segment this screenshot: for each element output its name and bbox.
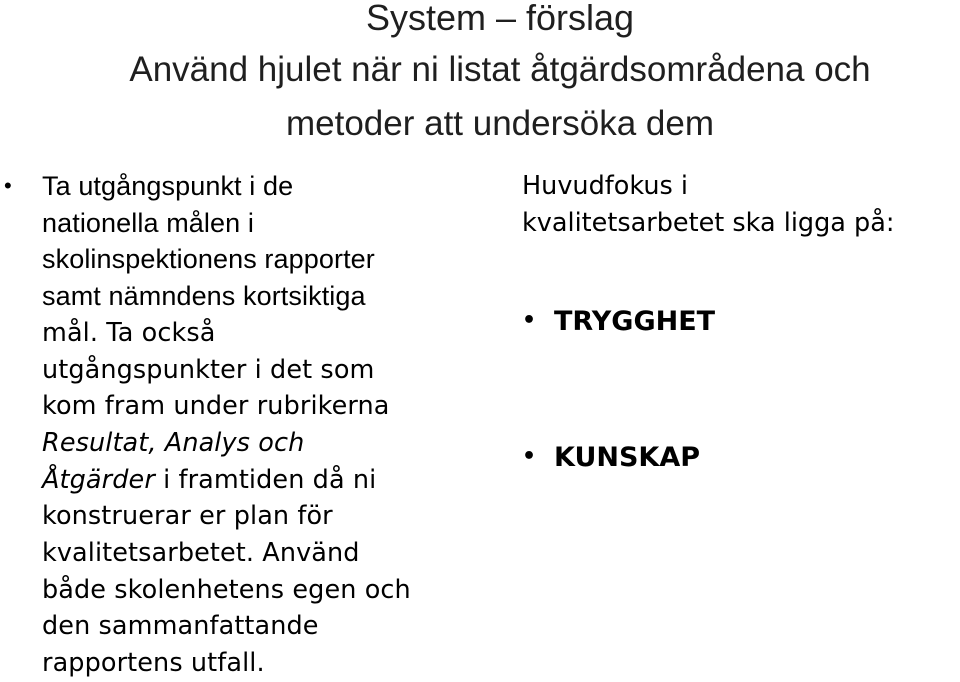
focus-item-kunskap (522, 444, 700, 471)
slide-subtitle-line-2: metoder att undersöka dem (285, 104, 714, 143)
text-line: konstruerar er plan för (42, 501, 333, 532)
right-column (522, 168, 960, 473)
text-line: samt nämndens kortsiktiga (42, 281, 366, 312)
text-line: nationella målen i (42, 207, 254, 238)
bullet-icon: • (522, 308, 537, 333)
bullet-icon: • (522, 444, 537, 469)
text-line: rapportens utfall. (42, 648, 265, 679)
focus-heading-line-1: Huvudfokus i (522, 171, 688, 201)
text-line: skolinspektionens rapporter (42, 244, 375, 275)
left-bullet-text (42, 168, 497, 682)
text-line-italic: Resultat, Analys och (42, 427, 305, 458)
focus-label: TRYGGHET (554, 306, 716, 337)
text-line: kvalitetsarbetet. Använd (42, 538, 360, 569)
text-line: den sammanfattande (42, 611, 319, 642)
text-line-mixed (42, 462, 497, 499)
text-line: Ta utgångspunkt i de (42, 171, 294, 201)
text-line: utgångspunkter i det som (42, 354, 375, 385)
focus-heading-line-2: kvalitetsarbetet ska ligga på: (522, 207, 895, 238)
slide-subtitle-line-1: Använd hjulet när ni listat åtgärdsområdena och (129, 50, 871, 89)
text-line: kom fram under rubrikerna (42, 391, 390, 422)
focus-label: KUNSKAP (554, 442, 701, 473)
slide-title: System – förslag (365, 0, 635, 38)
focus-item-trygghet (522, 308, 715, 335)
bullet-icon: • (4, 173, 12, 198)
text-line: både skolenhetens egen och (42, 574, 411, 605)
italic-term: Åtgärder (42, 464, 155, 495)
text-fragment: i framtiden då ni (154, 464, 377, 495)
text-line: mål. Ta också (42, 317, 216, 348)
